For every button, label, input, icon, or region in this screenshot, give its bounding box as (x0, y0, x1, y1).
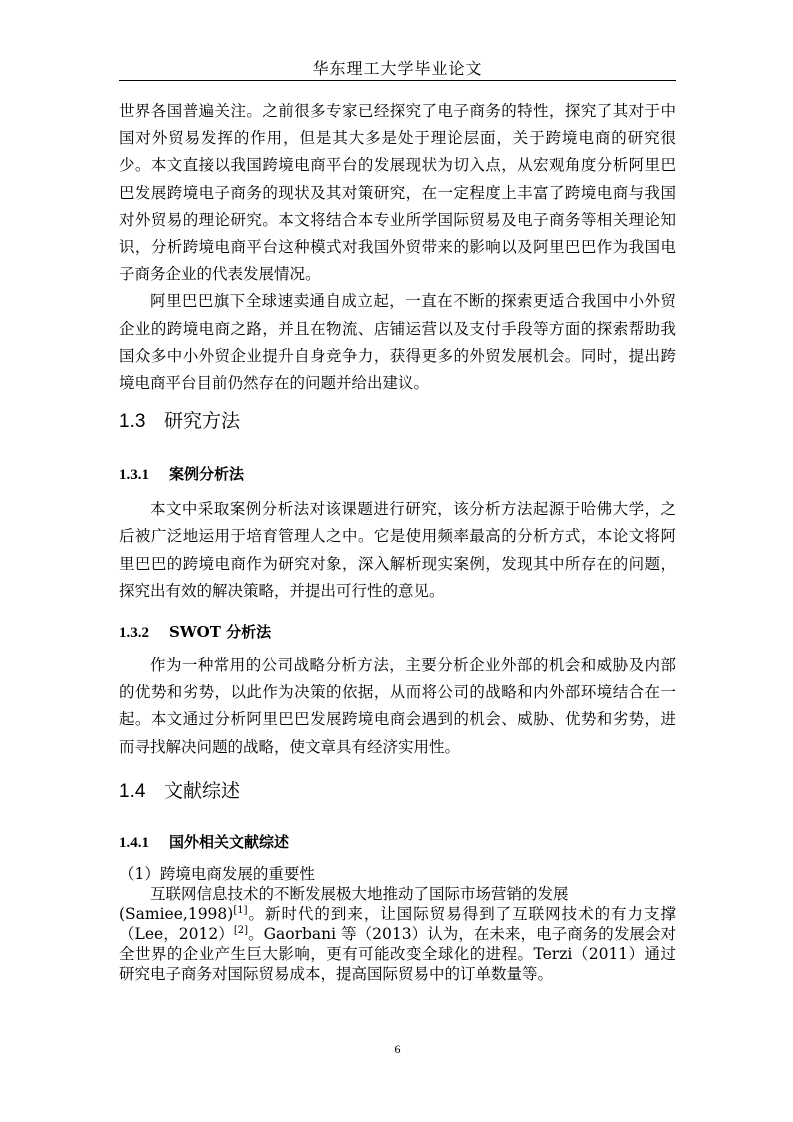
section-number: 1.4 (119, 780, 146, 802)
item-label: （1）跨境电商发展的重要性 (119, 864, 315, 883)
section-heading-1-4 (119, 777, 676, 807)
section-title: 文献综述 (164, 780, 241, 802)
section-heading-1-3 (119, 407, 676, 437)
literature-paragraph (119, 904, 676, 984)
literature-text-b: 。新时代的到来，让国际贸易得到了互联网技术的有力支撑（Lee，2012） (119, 904, 676, 943)
subsection-title: 国外相关文献综述 (169, 832, 290, 851)
running-header: 华东理工大学毕业论文 (312, 59, 483, 78)
section-title: 研究方法 (164, 411, 241, 433)
subsection-heading-1-4-1 (119, 829, 676, 856)
literature-review-block (119, 864, 676, 984)
case-analysis-paragraph: 本文中采取案例分析法对该课题进行研究，该分析方法起源于哈佛大学，之后被广泛地运用于培育管理人之中。它是使用频率最高的分析方式，本论文将阿里巴巴的跨境电商作为研究对象，深入解析现实案例，发现其中所存在的问题，探究出有效的解决策略，并提出可行性的意见。 (119, 500, 676, 600)
reference-marker-1: [1] (233, 904, 248, 916)
header-rule (119, 80, 676, 81)
literature-text-c: 。Gaorbani 等（2013）认为，在未来，电子商务的发展会对全世界的企业产生巨大影响，更有可能改变全球化的进程。Terzi（2011）通过研究电子商务对国际贸易成本，提高国际贸易中的订单数量等。 (119, 924, 676, 983)
reference-marker-2: [2] (233, 924, 249, 936)
intro-paragraph-1: 世界各国普遍关注。之前很多专家已经探究了电子商务的特性，探究了其对于中国对外贸易发挥的作用，但是其大多是处于理论层面，关于跨境电商的研究很少。本文直接以我国跨境电商平台的发展现状为切入点，从宏观角度分析阿里巴巴发展跨境电子商务的现状及其对策研究，在一定程度上丰富了跨境电商与我国对外贸易的理论研究。本文将结合本专业所学国际贸易及电子商务等相关理论知识，分析跨境电商平台这种模式对我国外贸带来的影响以及阿里巴巴作为我国电子商务企业的代表发展情况。 (119, 102, 676, 284)
page-number: 6 (394, 1042, 401, 1056)
swot-paragraph: 作为一种常用的公司战略分析方法，主要分析企业外部的机会和威胁及内部的优势和劣势，以此作为决策的依据，从而将公司的战略和内外部环境结合在一起。本文通过分析阿里巴巴发展跨境电商会遇到的机会、威胁、优势和劣势，进而寻找解决问题的战略，使文章具有经济实用性。 (119, 656, 676, 756)
subsection-title: 案例分析法 (169, 465, 245, 484)
subsection-heading-1-3-1 (119, 461, 676, 488)
subsection-title: SWOT 分析法 (169, 623, 272, 642)
subsection-number: 1.3.1 (119, 467, 149, 484)
subsection-number: 1.3.2 (119, 625, 149, 642)
section-number: 1.3 (119, 411, 146, 433)
intro-paragraph-2: 阿里巴巴旗下全球速卖通自成立起，一直在不断的探索更适合我国中小外贸企业的跨境电商之路，并且在物流、店铺运营以及支付手段等方面的探索帮助我国众多中小外贸企业提升自身竞争力，获得更多的外贸发展机会。同时，提出跨境电商平台目前仍然存在的问题并给出建议。 (119, 292, 676, 393)
subsection-number: 1.4.1 (119, 834, 149, 851)
subsection-heading-1-3-2 (119, 619, 676, 646)
citation-samiee: (Samiee,1998) (119, 904, 234, 923)
page-body (119, 98, 676, 984)
literature-line-1: 互联网信息技术的不断发展极大地推动了国际市场营销的发展 (150, 884, 569, 903)
